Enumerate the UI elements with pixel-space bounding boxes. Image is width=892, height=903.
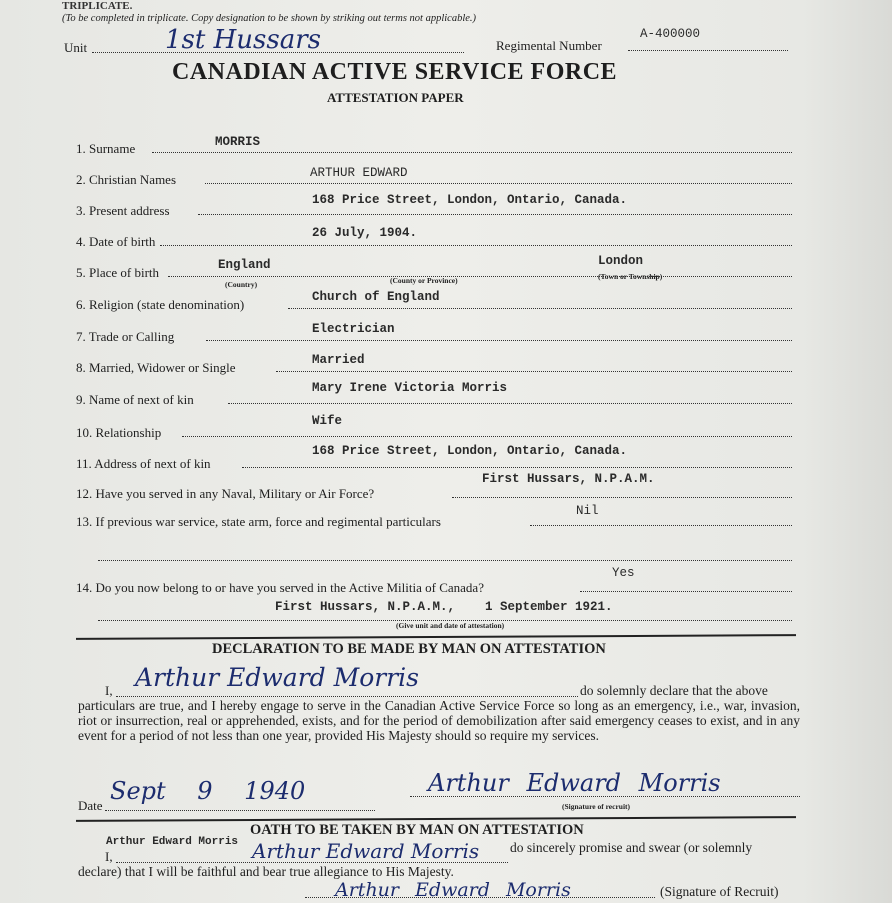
field-kin-address-value: 168 Price Street, London, Ontario, Canada.	[312, 444, 628, 458]
field-relationship-value: Wife	[312, 414, 343, 428]
regimental-number-value: A-400000	[640, 27, 701, 41]
field-marital-value: Married	[312, 353, 365, 367]
signature-caption: (Signature of recruit)	[562, 802, 631, 811]
field-dob-label: 4. Date of birth	[76, 234, 156, 249]
date-value: Sept 9 1940	[110, 777, 306, 805]
caption-unit-date: (Give unit and date of attestation)	[396, 621, 505, 630]
field-next-of-kin-label: 9. Name of next of kin	[76, 392, 194, 407]
field-pob-label: 5. Place of birth	[76, 265, 160, 280]
declaration-name-handwritten: Arthur Edward Morris	[135, 663, 419, 692]
field-trade-label: 7. Trade or Calling	[76, 329, 175, 344]
recruit-signature: Arthur Edward Morris	[428, 769, 721, 797]
instruction: (To be completed in triplicate. Copy designation to be shown by striking out terms not applicable.)	[62, 13, 477, 24]
oath-heading: OATH TO BE TAKEN BY MAN ON ATTESTATION	[250, 822, 584, 838]
oath-typed-name: Arthur Edward Morris	[106, 836, 239, 848]
regimental-number-label: Regimental Number	[496, 38, 602, 53]
unit-label: Unit	[64, 40, 88, 55]
caption-town: (Town or Township)	[598, 272, 663, 281]
field-pob-town: London	[598, 254, 644, 268]
field-address-value: 168 Price Street, London, Ontario, Canada.	[312, 193, 628, 207]
field-religion-label: 6. Religion (state denomination)	[76, 297, 245, 312]
unit-value: 1st Hussars	[165, 25, 321, 55]
oath-name-handwritten: Arthur Edward Morris	[252, 839, 480, 863]
oath-i: I,	[105, 849, 113, 864]
field-christian-names-label: 2. Christian Names	[76, 172, 177, 187]
declaration-heading: DECLARATION TO BE MADE BY MAN ON ATTESTATION	[212, 641, 606, 657]
page-title: CANADIAN ACTIVE SERVICE FORCE	[172, 59, 618, 85]
oath-text-1: do sincerely promise and swear (or solemnly	[510, 840, 753, 855]
declaration-i: I,	[105, 683, 113, 698]
field-trade-value: Electrician	[312, 322, 395, 336]
declaration-text-1: do solemnly declare that the above	[580, 683, 768, 698]
declaration-text-2: particulars are true, and I hereby engage to serve in the Canadian Active Service Force so long as an emergency, i.e., war, invasion, riot or insurrection, real or apprehended, exists, and for the period of demobilization after said emergency ceases to exist, and in any event for a period of not less than one year, provided His Majesty should so require my services.	[78, 698, 800, 743]
field-surname-value: MORRIS	[215, 135, 261, 149]
field-militia-label: 14. Do you now belong to or have you served in the Active Militia of Canada?	[76, 580, 484, 595]
field-militia-unit-date: First Hussars, N.P.A.M., 1 September 1921.	[275, 600, 613, 614]
oath-signature: Arthur Edward Morris	[335, 879, 571, 901]
field-kin-address-label: 11. Address of next of kin	[76, 456, 211, 471]
field-militia-value: Yes	[612, 566, 635, 580]
oath-signature-label: (Signature of Recruit)	[660, 884, 779, 899]
field-war-service-label: 13. If previous war service, state arm, force and regimental particulars	[76, 514, 441, 529]
copy-designation: TRIPLICATE.	[62, 0, 133, 12]
field-relationship-label: 10. Relationship	[76, 425, 162, 440]
oath-text-2: declare) that I will be faithful and bear true allegiance to His Majesty.	[78, 864, 454, 879]
field-served-value: First Hussars, N.P.A.M.	[482, 472, 655, 486]
date-label: Date	[78, 798, 103, 813]
page-subtitle: ATTESTATION PAPER	[327, 90, 464, 105]
field-surname-label: 1. Surname	[76, 141, 136, 156]
field-christian-names-value: ARTHUR EDWARD	[310, 166, 408, 180]
caption-county: (County or Province)	[390, 276, 458, 285]
field-religion-value: Church of England	[312, 290, 440, 304]
field-next-of-kin-value: Mary Irene Victoria Morris	[312, 381, 508, 395]
field-pob-country: England	[218, 258, 271, 272]
field-war-service-value: Nil	[576, 504, 599, 518]
field-served-label: 12. Have you served in any Naval, Military or Air Force?	[76, 486, 375, 501]
field-dob-value: 26 July, 1904.	[312, 226, 418, 240]
field-address-label: 3. Present address	[76, 203, 170, 218]
caption-country: (Country)	[225, 280, 258, 289]
field-marital-label: 8. Married, Widower or Single	[76, 360, 236, 375]
